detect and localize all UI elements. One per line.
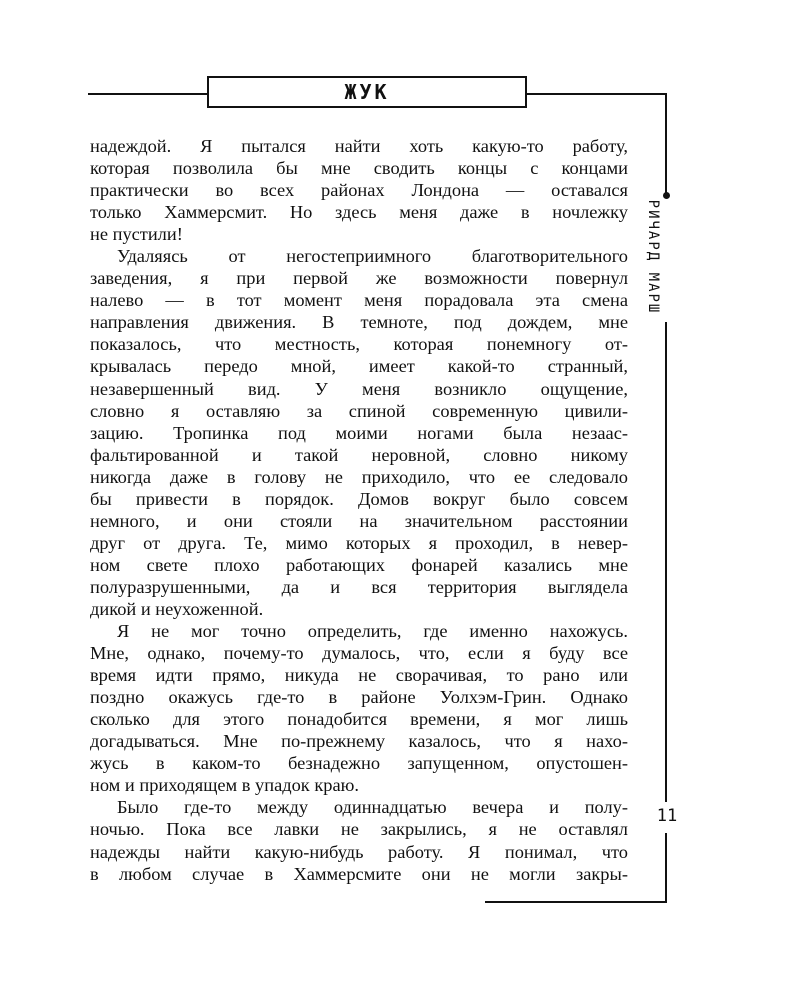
paragraph xyxy=(90,620,628,796)
text-line: немного, и они стояли на значительном расстоянии xyxy=(90,510,628,531)
page-number: 11 xyxy=(656,806,678,826)
ornament-dot xyxy=(663,192,670,199)
text-line: заведения, я при первой же возможности повернул xyxy=(90,268,628,289)
text-line: время идти прямо, никуда не сворачивая, то рано или xyxy=(90,665,628,686)
text-line: не пустили! xyxy=(90,224,183,245)
text-line: практически во всех районах Лондона — оставался xyxy=(90,180,628,201)
text-line: друг от друга. Те, мимо которых я проходил, в невер- xyxy=(90,532,628,553)
text-line: ночью. Пока все лавки не закрылись, я не оставлял xyxy=(90,819,628,840)
text-line: жусь в каком-то безнадежно запущенном, опустошен- xyxy=(90,753,628,774)
text-line: только Хаммерсмит. Но здесь меня даже в ночлежку xyxy=(90,202,628,223)
text-line: фальтированной и такой неровной, словно никому xyxy=(90,444,628,465)
text-line: незавершенный вид. У меня возникло ощущение, xyxy=(90,378,628,399)
text-line: надеждой. Я пытался найти хоть какую-то работу, xyxy=(90,136,628,156)
side-rule-middle xyxy=(665,322,667,802)
text-line: словно я оставляю за спиной современную цивили- xyxy=(90,400,628,421)
text-line: Мне, однако, почему-то думалось, что, если я буду все xyxy=(90,643,628,664)
text-line: Было где-то между одиннадцатью вечера и полу- xyxy=(117,797,628,818)
header-rule-left xyxy=(88,93,207,95)
text-line: дикой и неухоженной. xyxy=(90,598,264,619)
text-line: крывалась передо мной, имеет какой-то странный, xyxy=(90,356,628,377)
paragraph xyxy=(90,135,628,245)
paragraph xyxy=(90,245,628,620)
folio-rule xyxy=(665,833,667,903)
book-title: ЖУК xyxy=(344,80,390,104)
footer-rule xyxy=(485,901,667,903)
side-rule-top xyxy=(665,93,667,193)
text-line: зацию. Тропинка под моими ногами была незаас- xyxy=(90,422,628,443)
text-line: которая позволила бы мне сводить концы с концами xyxy=(90,158,628,179)
text-line: ном свете плохо работающих фонарей казались мне xyxy=(90,554,628,575)
text-line: ном и приходящем в упадок краю. xyxy=(90,775,359,796)
text-line: полуразрушенными, да и вся территория выглядела xyxy=(90,576,628,597)
text-line: показалось, что местность, которая понемногу от- xyxy=(90,334,628,355)
text-line: Я не мог точно определить, где именно нахожусь. xyxy=(117,621,628,642)
text-line: направления движения. В темноте, под дождем, мне xyxy=(90,312,628,333)
text-line: догадываться. Мне по-прежнему казалось, что я нахо- xyxy=(90,731,628,752)
text-line: бы привести в порядок. Домов вокруг было совсем xyxy=(90,488,628,509)
text-line: надежды найти какую-нибудь работу. Я понимал, что xyxy=(90,841,628,862)
header-rule-right xyxy=(527,93,667,95)
author-name: РИЧАРД МАРШ xyxy=(645,199,661,315)
text-line: Удаляясь от негостеприимного благотворительного xyxy=(117,246,628,267)
text-line: никогда даже в голову не приходило, что ее следовало xyxy=(90,466,628,487)
text-line: налево — в тот момент меня порадовала эта смена xyxy=(90,290,628,311)
text-line: поздно окажусь где-то в районе Уолхэм-Грин. Однако xyxy=(90,687,628,708)
text-line: в любом случае в Хаммерсмите они не могли закры- xyxy=(90,863,628,884)
paragraph xyxy=(90,796,628,884)
text-line: сколько для этого понадобится времени, я мог лишь xyxy=(90,709,628,730)
body-text xyxy=(90,135,628,885)
running-header xyxy=(207,76,527,108)
